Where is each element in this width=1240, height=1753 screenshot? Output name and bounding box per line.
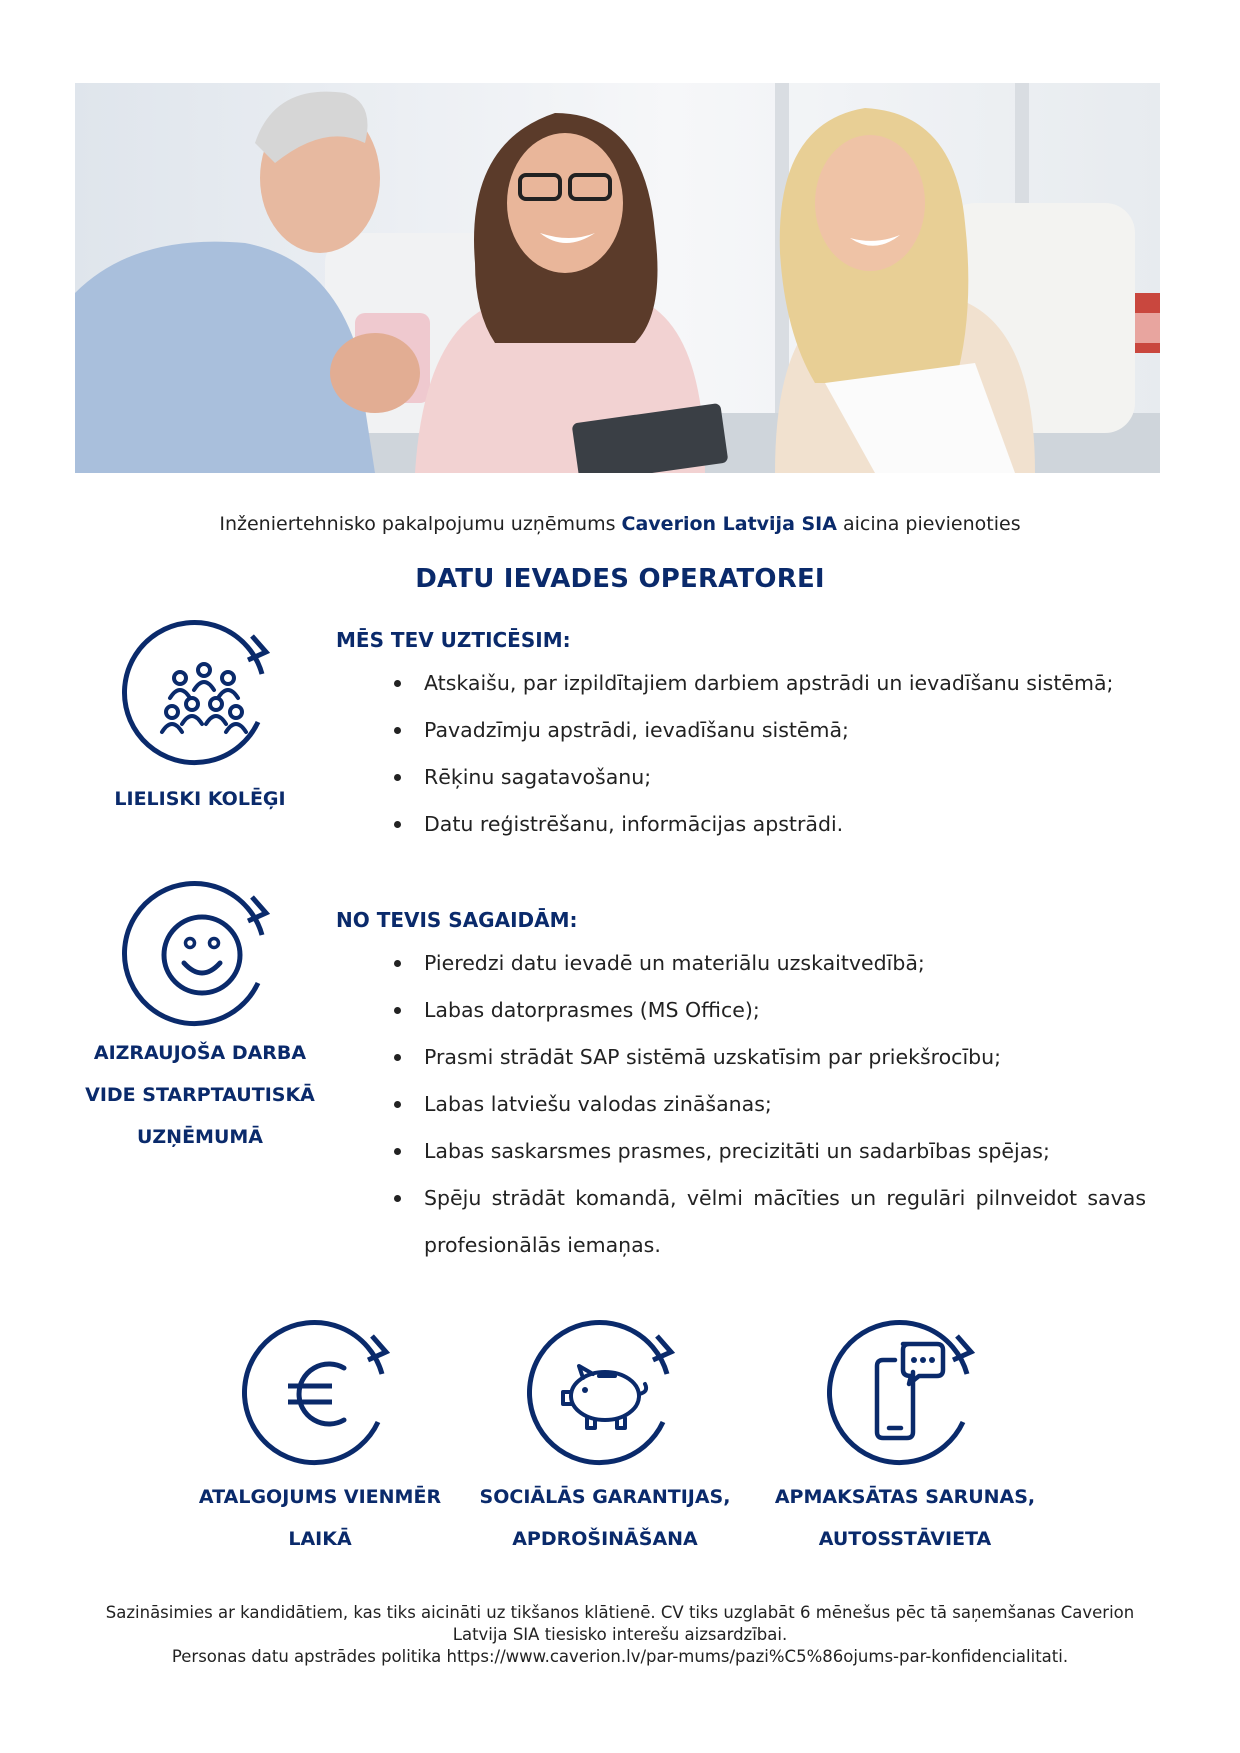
benefit-label-line1: APMAKSĀTAS SARUNAS, (774, 1486, 1036, 1508)
section2-heading: NO TEVIS SAGAIDĀM: (336, 908, 578, 932)
list-item: Prasmi strādāt SAP sistēmā uzskatīsim par priekšrocību; (394, 1034, 1146, 1081)
footer-line2: Latvija SIA tiesisko interešu aizsardzībai. (452, 1625, 788, 1644)
side-label-environment (70, 1032, 330, 1158)
footer-note (60, 1602, 1180, 1668)
list-item: Atskaišu, par izpildītajiem darbiem apstrādi un ievadīšanu sistēmā; (394, 660, 1146, 707)
benefit-label-line1: ATALGOJUMS VIENMĒR (198, 1486, 442, 1508)
benefit-label-social (455, 1476, 755, 1560)
side-label-environment-line1: AIZRAUJOŠA DARBA (93, 1042, 307, 1064)
job-title: DATU IEVADES OPERATOREI (415, 564, 825, 594)
side-label-colleagues: LIELISKI KOLĒĢI (114, 788, 286, 810)
list-item: Datu reģistrēšanu, informācijas apstrādi. (394, 801, 1146, 848)
colleagues-icon (120, 614, 280, 774)
footer-line1: Sazināsimies ar kandidātiem, kas tiks aicināti uz tikšanos klātienē. CV tiks uzglabāt 6 mēnešus pēc tā saņemšanas Caverion (105, 1603, 1135, 1622)
list-item: Pavadzīmju apstrādi, ievadīšanu sistēmā; (394, 707, 1146, 754)
benefit-label-line1: SOCIĀLĀS GARANTIJAS, (479, 1486, 731, 1508)
list-item: Pieredzi datu ievadē un materiālu uzskaitvedībā; (394, 940, 1146, 987)
team-photo-illustration (75, 83, 1160, 473)
side-label-environment-line2: VIDE STARPTAUTISKĀ (85, 1084, 315, 1106)
list-item: Rēķinu sagatavošanu; (394, 754, 1146, 801)
section1-heading: MĒS TEV UZTICĒSIM: (336, 628, 571, 652)
company-name: Caverion Latvija SIA (621, 513, 837, 535)
benefit-label-line2: APDROŠINĀŠANA (512, 1528, 698, 1550)
list-item: Spēju strādāt komandā, vēlmi mācīties un regulāri pilnveidot savas profesionālās iemaņas. (394, 1175, 1146, 1269)
intro-text-before: Inženiertehnisko pakalpojumu uzņēmums (219, 513, 622, 535)
phone-chat-icon (825, 1314, 985, 1474)
benefit-label-line2: LAIKĀ (288, 1528, 352, 1550)
list-item: Labas datorprasmes (MS Office); (394, 987, 1146, 1034)
list-item: Labas saskarsmes prasmes, precizitāti un sadarbības spējas; (394, 1128, 1146, 1175)
privacy-policy-link[interactable]: Personas datu apstrādes politika https://www.caverion.lv/par-mums/pazi%C5%86ojums-par-konfidencialitati. (171, 1647, 1069, 1666)
list-item: Labas latviešu valodas zināšanas; (394, 1081, 1146, 1128)
benefit-label-salary (170, 1476, 470, 1560)
piggy-bank-icon (525, 1314, 685, 1474)
benefit-label-line2: AUTOSSTĀVIETA (818, 1528, 992, 1550)
section1-list (394, 660, 1146, 848)
smiley-icon (120, 875, 280, 1035)
euro-icon (240, 1314, 400, 1474)
side-label-environment-line3: UZŅĒMUMĀ (136, 1126, 264, 1148)
intro-text-after: aicina pievienoties (836, 513, 1021, 535)
section2-list (394, 940, 1146, 1269)
benefit-label-calls (755, 1476, 1055, 1560)
intro-line (0, 513, 1240, 535)
header-photo (75, 83, 1160, 473)
